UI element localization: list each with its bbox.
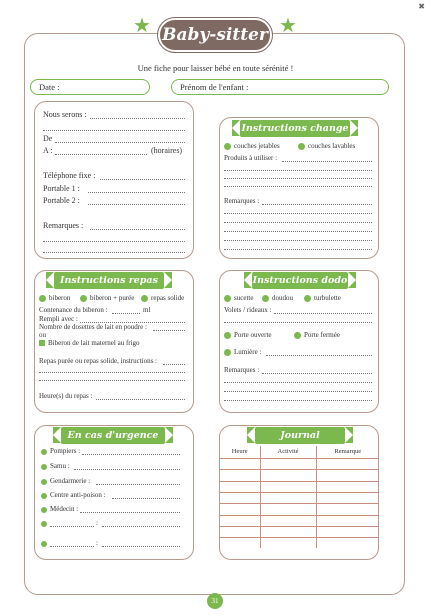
sucette-option[interactable]: sucette bbox=[224, 294, 253, 302]
rempli-label: Rempli avec : bbox=[39, 315, 78, 323]
line[interactable] bbox=[224, 213, 372, 214]
table-row[interactable] bbox=[220, 458, 379, 469]
ou-label: ou bbox=[39, 331, 46, 339]
dosettes-label: Nombre de dosettes de lait en poudre : bbox=[39, 323, 147, 331]
change-banner: Instructions change bbox=[240, 120, 350, 137]
page-title: Baby-sitter bbox=[158, 18, 272, 52]
radio-dot-icon bbox=[80, 295, 87, 302]
line[interactable] bbox=[224, 231, 372, 232]
line[interactable] bbox=[224, 240, 372, 241]
change-remarques-line[interactable] bbox=[262, 204, 372, 205]
heures-repas-line[interactable] bbox=[96, 399, 185, 400]
colon: : bbox=[96, 539, 98, 547]
journal-col-remarque: Remarque bbox=[316, 446, 379, 458]
bullet-icon bbox=[41, 464, 47, 470]
table-row[interactable] bbox=[220, 526, 379, 537]
doudou-option[interactable]: doudou bbox=[262, 294, 293, 302]
checkbox-square-icon bbox=[39, 340, 45, 346]
child-name-label: Prénom de l'enfant : bbox=[180, 82, 249, 92]
radio-dot-icon bbox=[224, 295, 231, 302]
samu-label: Samu : bbox=[50, 462, 70, 470]
samu-line[interactable] bbox=[74, 469, 180, 470]
puree-line[interactable] bbox=[163, 364, 185, 365]
table-row[interactable] bbox=[220, 492, 379, 503]
nous-serons-line[interactable] bbox=[90, 118, 185, 119]
portable2-line[interactable] bbox=[88, 204, 185, 205]
turbulette-option[interactable]: turbulette bbox=[304, 294, 341, 302]
remarques-label: Remarques : bbox=[43, 221, 84, 230]
remarques-line[interactable] bbox=[90, 229, 185, 230]
table-row[interactable] bbox=[220, 470, 379, 481]
nous-serons-label: Nous serons : bbox=[43, 110, 87, 119]
radio-dot-icon bbox=[304, 295, 311, 302]
gendarmerie-label: Gendarmerie : bbox=[50, 477, 91, 485]
heures-repas-label: Heure(s) du repas : bbox=[39, 392, 93, 400]
medecin-line[interactable] bbox=[80, 512, 180, 513]
volets-line[interactable] bbox=[274, 313, 372, 314]
line[interactable] bbox=[224, 249, 372, 250]
line[interactable] bbox=[224, 222, 372, 223]
line[interactable] bbox=[224, 400, 372, 401]
puree-label: Repas purée ou repas solide, instructions : bbox=[39, 357, 158, 365]
portable1-line[interactable] bbox=[88, 192, 185, 193]
couches-jetables-option[interactable]: couches jetables bbox=[224, 142, 280, 150]
a-label: A : bbox=[43, 146, 53, 155]
a-line[interactable] bbox=[55, 154, 147, 155]
page-number: 31 bbox=[207, 593, 223, 609]
line[interactable] bbox=[224, 322, 372, 323]
biberon-option[interactable]: biberon bbox=[39, 294, 70, 302]
dodo-banner: Instructions dodo bbox=[252, 272, 348, 289]
repas-banner: Instructions repas bbox=[54, 272, 164, 289]
portable2-label: Portable 2 : bbox=[43, 196, 80, 205]
dosettes-line[interactable] bbox=[153, 330, 185, 331]
tel-fixe-line[interactable] bbox=[100, 179, 185, 180]
radio-dot-icon bbox=[141, 295, 148, 302]
line[interactable] bbox=[43, 130, 185, 131]
custom-number-line[interactable] bbox=[102, 526, 180, 527]
child-name-field[interactable] bbox=[171, 79, 389, 95]
line[interactable] bbox=[224, 382, 372, 383]
table-row[interactable] bbox=[220, 481, 379, 492]
radio-dot-icon bbox=[294, 332, 301, 339]
journal-table bbox=[220, 446, 379, 548]
produits-line[interactable] bbox=[282, 161, 372, 162]
volets-label: Volets / rideaux : bbox=[224, 306, 272, 314]
gendarmerie-line[interactable] bbox=[96, 484, 180, 485]
line[interactable] bbox=[43, 252, 185, 253]
parents-card bbox=[34, 101, 194, 259]
radio-dot-icon bbox=[224, 143, 231, 150]
line[interactable] bbox=[224, 170, 372, 171]
bullet-icon bbox=[41, 521, 47, 527]
contenance-label: Contenance du biberon : bbox=[39, 306, 108, 314]
bullet-icon bbox=[41, 493, 47, 499]
date-label: Date : bbox=[39, 82, 60, 92]
line[interactable] bbox=[43, 241, 185, 242]
custom-number-line[interactable] bbox=[102, 546, 180, 547]
porte-ouverte-option[interactable]: Porte ouverte bbox=[224, 331, 272, 339]
bullet-icon bbox=[41, 541, 47, 547]
line[interactable] bbox=[224, 178, 372, 179]
biberon-puree-option[interactable]: biberon + purée bbox=[80, 294, 134, 302]
pompiers-line[interactable] bbox=[82, 454, 180, 455]
star-icon: ★ bbox=[133, 15, 151, 37]
custom-name-line[interactable] bbox=[50, 526, 94, 527]
maternel-option[interactable]: Biberon de lait maternel au frigo bbox=[39, 339, 140, 347]
anti-poison-label: Centre anti-poison : bbox=[50, 491, 106, 499]
journal-banner: Journal bbox=[255, 427, 345, 444]
journal-col-heure: Heure bbox=[220, 446, 260, 458]
table-row[interactable] bbox=[220, 515, 379, 526]
dodo-remarques-line[interactable] bbox=[262, 373, 372, 374]
line[interactable] bbox=[39, 380, 185, 381]
lumiere-option[interactable]: Lumière : bbox=[224, 348, 261, 356]
dodo-remarques-label: Remarques : bbox=[224, 366, 260, 374]
radio-dot-icon bbox=[298, 143, 305, 150]
medecin-label: Médecin : bbox=[50, 505, 79, 513]
anti-poison-line[interactable] bbox=[112, 498, 180, 499]
table-row[interactable] bbox=[220, 538, 379, 548]
portable1-label: Portable 1 : bbox=[43, 184, 80, 193]
line[interactable] bbox=[224, 186, 372, 187]
bullet-icon bbox=[41, 507, 47, 513]
table-row[interactable] bbox=[220, 504, 379, 515]
couches-lavables-option[interactable]: couches lavables bbox=[298, 142, 355, 150]
line[interactable] bbox=[224, 391, 372, 392]
change-remarques-label: Remarques : bbox=[224, 197, 260, 205]
subtitle: Une fiche pour laisser bébé en toute sérénité ! bbox=[137, 63, 294, 73]
close-icon[interactable]: ✖ bbox=[418, 2, 425, 11]
de-line[interactable] bbox=[55, 142, 185, 143]
journal-col-activite: Activité bbox=[260, 446, 316, 458]
porte-fermee-option[interactable]: Porte fermée bbox=[294, 331, 340, 339]
bullet-icon bbox=[41, 479, 47, 485]
radio-dot-icon bbox=[224, 332, 231, 339]
colon: : bbox=[96, 519, 98, 527]
line[interactable] bbox=[39, 372, 185, 373]
urgence-banner: En cas d'urgence bbox=[61, 427, 165, 444]
radio-dot-icon bbox=[39, 295, 46, 302]
tel-fixe-label: Téléphone fixe : bbox=[43, 171, 96, 180]
radio-dot-icon bbox=[262, 295, 269, 302]
produits-label: Produits à utiliser : bbox=[224, 154, 278, 162]
change-card bbox=[219, 117, 379, 259]
lumiere-line[interactable] bbox=[266, 355, 372, 356]
bullet-icon bbox=[41, 449, 47, 455]
ml-label: ml bbox=[143, 306, 151, 314]
star-icon: ★ bbox=[279, 15, 297, 37]
de-label: De bbox=[43, 134, 53, 143]
horaires-label: (horaires) bbox=[151, 146, 183, 155]
pompiers-label: Pompiers : bbox=[50, 447, 81, 455]
contenance-line[interactable] bbox=[112, 313, 140, 314]
date-field[interactable] bbox=[30, 79, 150, 95]
custom-name-line[interactable] bbox=[50, 546, 94, 547]
radio-dot-icon bbox=[224, 349, 231, 356]
repas-solide-option[interactable]: repas solide bbox=[141, 294, 184, 302]
